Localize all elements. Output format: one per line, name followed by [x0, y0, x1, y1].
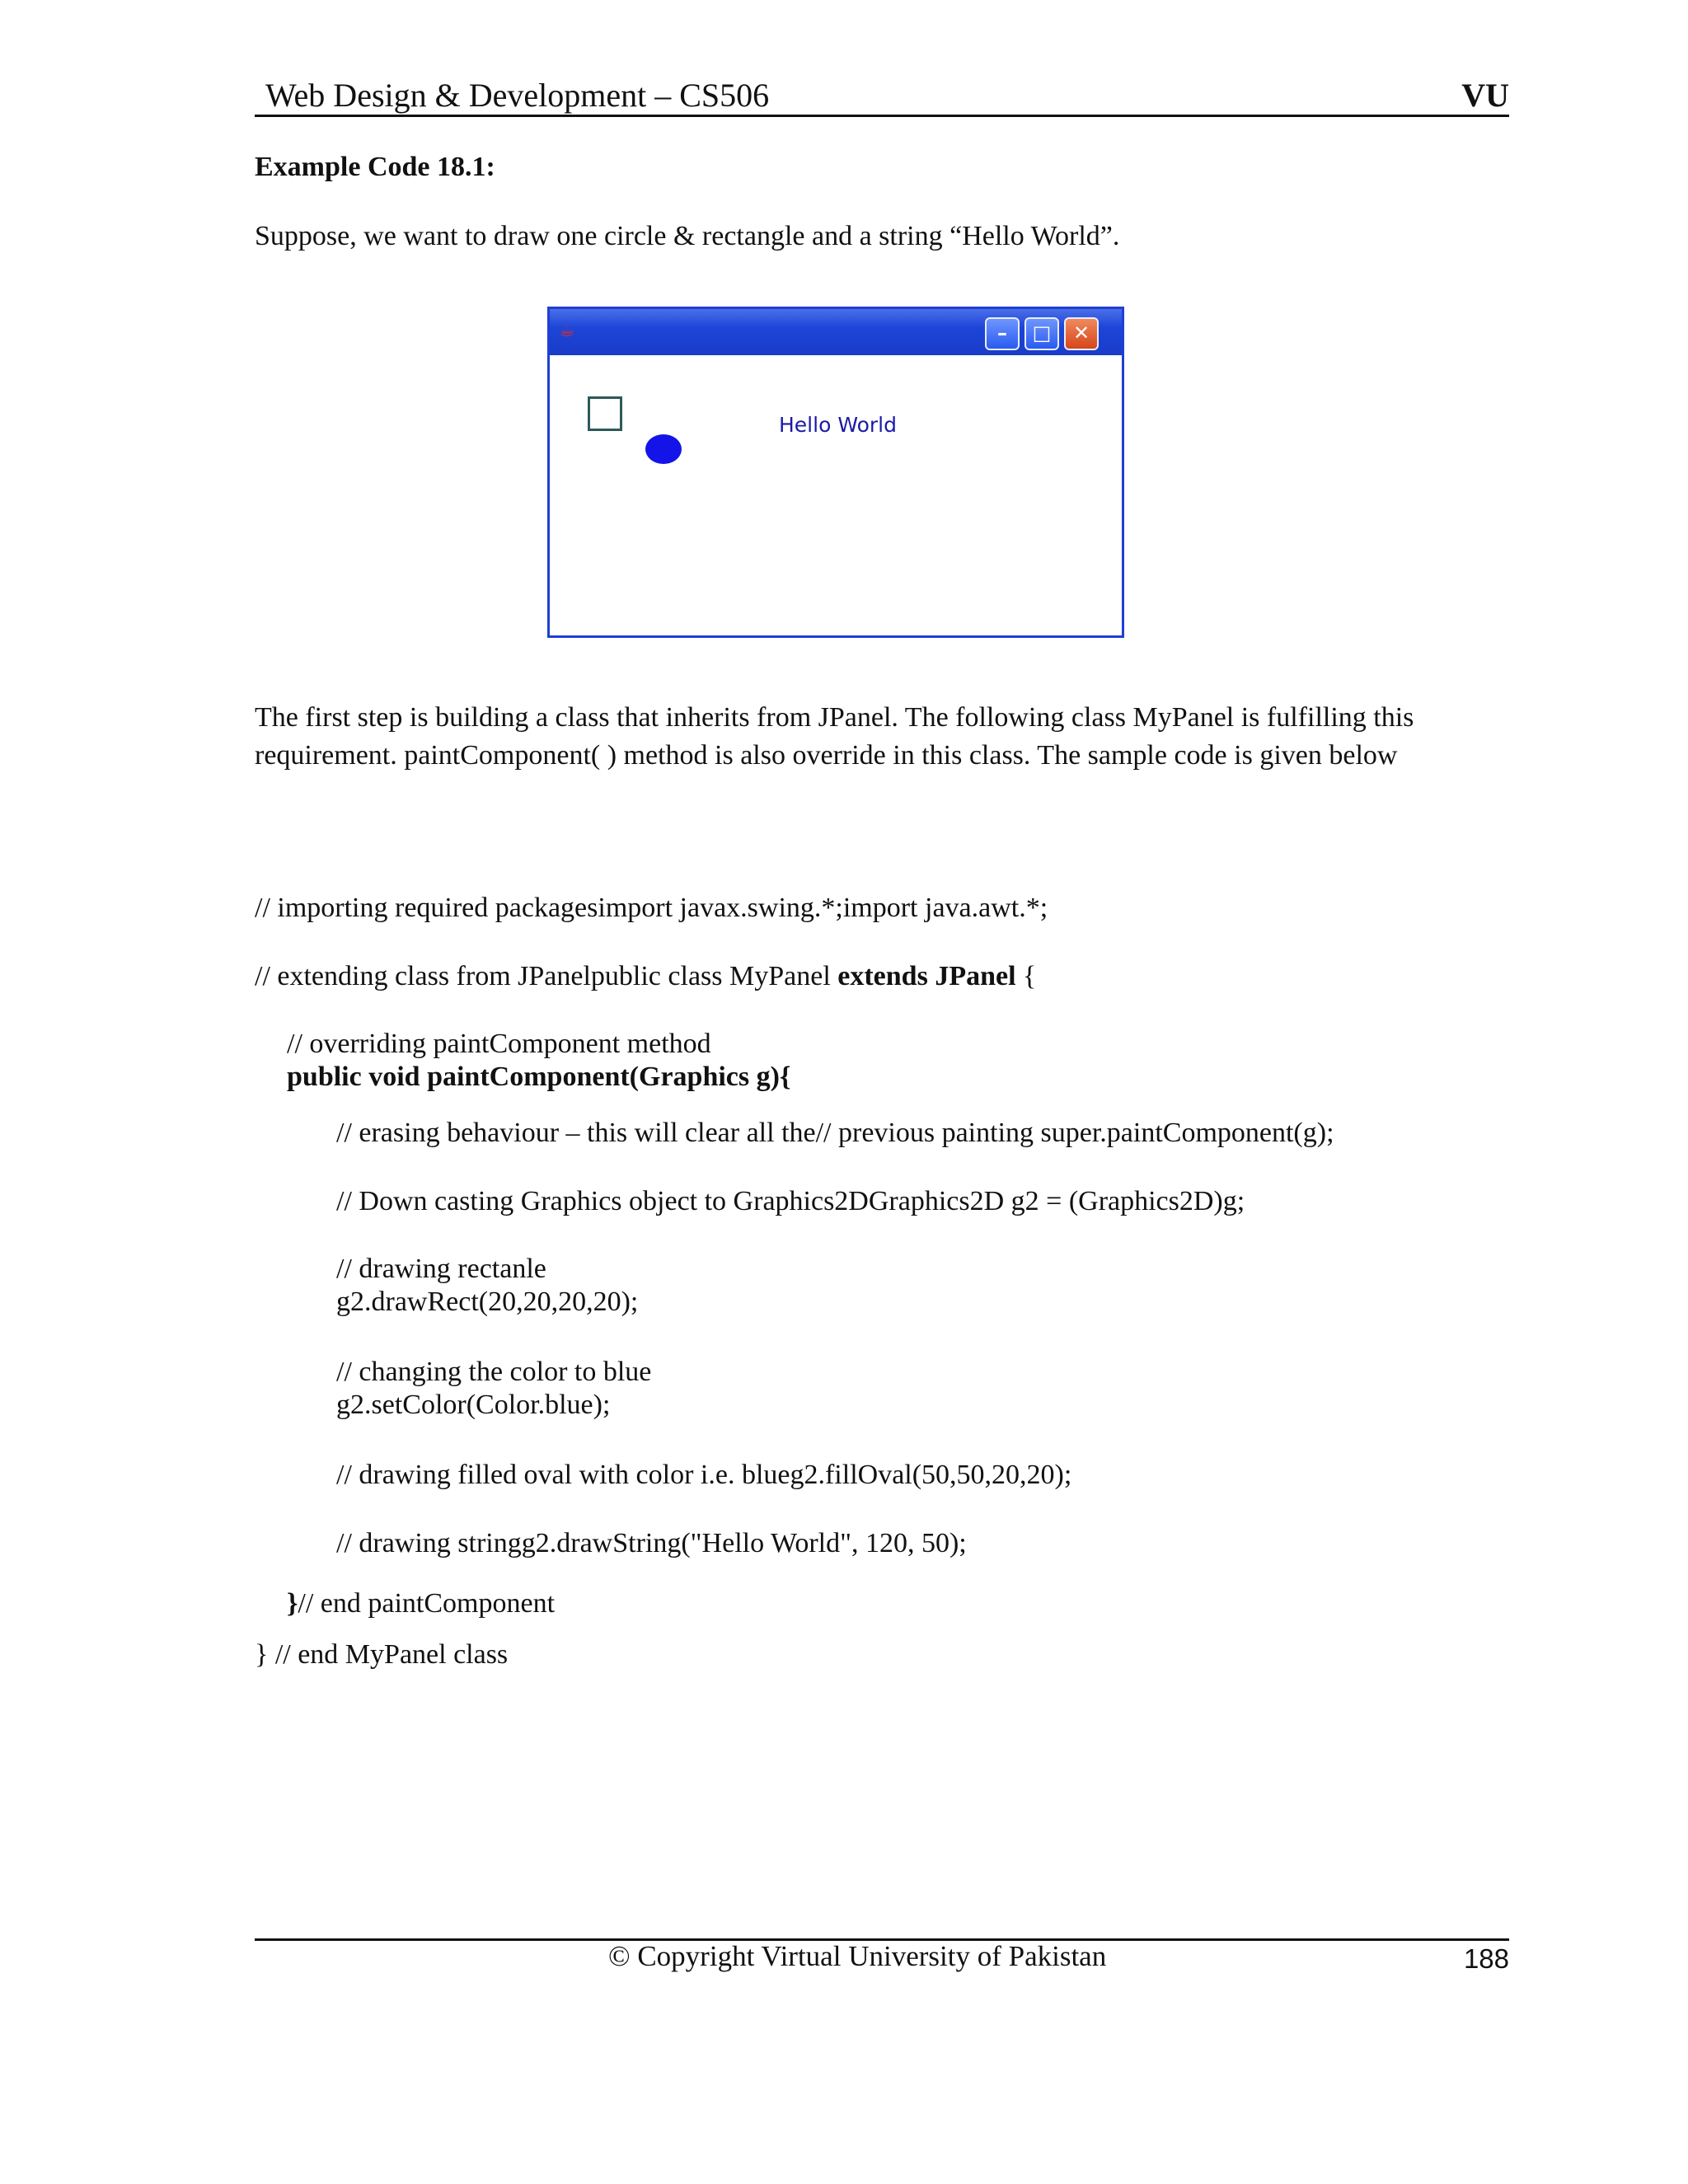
- code-line: // drawing filled oval with color i.e. blueg2.fillOval(50,50,20,20);: [336, 1460, 1072, 1490]
- page-number: 188: [1463, 1943, 1509, 1974]
- code-line: } // end MyPanel class: [255, 1639, 509, 1670]
- demo-window-screenshot: [547, 307, 1124, 638]
- code-line: // overriding paintComponent method: [287, 1029, 711, 1059]
- drawn-string: Hello World: [779, 413, 897, 437]
- body-paragraph: The first step is building a class that inherits from JPanel. The following class MyPanel is fulfilling this requirement. paintComponent( ) method is also override in this class. The sample code is given below: [255, 702, 1414, 771]
- code-line: // drawing rectanle: [336, 1254, 546, 1284]
- code-line: [287, 1587, 555, 1620]
- close-icon: ✕: [1064, 317, 1099, 350]
- code-text: {: [1015, 961, 1037, 991]
- code-line: // importing required packagesimport javax.swing.*;import java.awt.*;: [255, 893, 1048, 923]
- minimize-icon: –: [985, 317, 1020, 350]
- code-brace: }: [287, 1588, 298, 1619]
- drawn-oval: [645, 434, 682, 464]
- code-line: [255, 960, 1036, 993]
- code-line: // erasing behaviour – this will clear all the// previous painting super.paintComponent(g);: [336, 1118, 1334, 1148]
- code-line: // changing the color to blue: [336, 1357, 652, 1387]
- code-keyword: extends JPanel: [837, 961, 1016, 991]
- header-rule: [255, 115, 1509, 117]
- code-text: // end paintComponent: [298, 1588, 556, 1619]
- intro-text: Suppose, we want to draw one circle & rectangle and a string “Hello World”.: [255, 221, 1120, 251]
- code-line: g2.drawRect(20,20,20,20);: [336, 1286, 639, 1317]
- window-titlebar: [550, 309, 1122, 355]
- code-line: // drawing stringg2.drawString("Hello World", 120, 50);: [336, 1528, 967, 1558]
- footer-copyright: © Copyright Virtual University of Pakistan: [608, 1940, 1107, 1972]
- code-line: g2.setColor(Color.blue);: [336, 1390, 611, 1420]
- code-line: // Down casting Graphics object to Graphics2DGraphics2D g2 = (Graphics2D)g;: [336, 1186, 1245, 1216]
- code-line: public void paintComponent(Graphics g){: [287, 1062, 791, 1092]
- maximize-icon: □: [1025, 317, 1059, 350]
- java-icon: ☕: [559, 321, 575, 341]
- header-title: Web Design & Development – CS506: [265, 77, 770, 114]
- header-vu: VU: [1461, 77, 1509, 114]
- code-text: // extending class from JPanelpublic class MyPanel: [255, 961, 838, 991]
- example-heading: Example Code 18.1:: [255, 152, 495, 182]
- drawn-rectangle: [588, 396, 622, 431]
- window-canvas: [550, 355, 1122, 635]
